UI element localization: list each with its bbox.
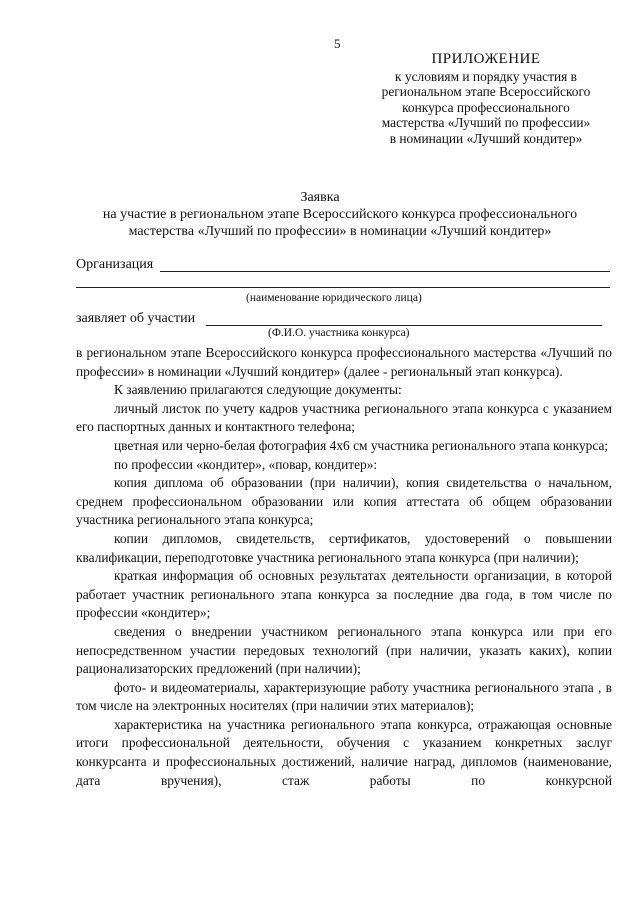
request-subtitle-line: мастерства «Лучший по профессии» в номинации «Лучший кондитер» — [128, 224, 552, 239]
declares-label: заявляет об участии — [76, 311, 196, 326]
organization-caption: (наименование юридического лица) — [246, 292, 422, 304]
body-text — [76, 344, 612, 790]
request-subtitle — [70, 206, 610, 240]
body-paragraph: фото- и видеоматериалы, характеризующие работу участника регионального этапа , в том числе на электронных носителях (при наличии этих материалов); — [76, 679, 612, 714]
appendix-title: ПРИЛОЖЕНИЕ — [431, 51, 541, 67]
organization-fill-line-2[interactable] — [76, 287, 610, 288]
organization-label: Организация — [76, 257, 154, 272]
appendix-line: к условиям и порядку участия в — [395, 68, 577, 84]
appendix-line: мастерства «Лучший по профессии» — [381, 115, 591, 130]
request-subtitle-line: на участие в региональном этапе Всероссийского конкурса профессионального — [102, 207, 578, 222]
appendix-line: конкурса профессионального — [402, 99, 570, 115]
body-paragraph: характеристика на участника регионального этапа конкурса, отражающая основные итоги профессиональной деятельности, обучения с указанием конкретных заслуг конкурсанта и профессиональных достижений, наличие наград, дипломов (наименование, дата вручения), стаж работы по конкурсной — [76, 716, 612, 788]
appendix-line: региональном этапе Всероссийского — [381, 84, 591, 99]
body-paragraph: личный листок по учету кадров участника регионального этапа конкурса с указанием его паспортных данных и контактного телефона; — [76, 400, 612, 435]
organization-row-2 — [76, 272, 610, 290]
appendix-block — [360, 52, 612, 146]
request-title: Заявка — [300, 190, 340, 205]
body-paragraph: по профессии «кондитер», «повар, кондитер»: — [114, 456, 378, 472]
participant-caption: (Ф.И.О. участника конкурса) — [268, 327, 410, 339]
body-paragraph: краткая информация об основных результатах деятельности организации, в которой работает участник регионального этапа конкурса за последние два года, в том числе по профессии «кондитер»; — [76, 568, 612, 621]
body-paragraph: копии дипломов, свидетельств, сертификатов, удостоверений о повышении квалификации, переподготовке участника регионального этапа конкурса (при наличии); — [76, 530, 612, 565]
participant-fill-line[interactable] — [206, 325, 602, 326]
body-paragraph: К заявлению прилагаются следующие документы: — [114, 382, 402, 398]
participant-row — [76, 310, 610, 328]
body-paragraph: цветная или черно-белая фотография 4х6 см участника регионального этапа конкурса; — [114, 437, 609, 453]
body-paragraph: сведения о внедрении участником регионального этапа конкурса или при его непосредственном участии передовых технологий (при наличии, указать каких), копии рационализаторских предложений (при наличии); — [76, 623, 612, 677]
body-paragraph: копия диплома об образовании (при наличии), копия свидетельства о начальном, среднем профессиональном образовании или копия аттестата об общем образовании участника регионального этапа конкурса; — [76, 475, 612, 528]
body-paragraph: в региональном этапе Всероссийского конкурса профессионального мастерства «Лучший по профессии» в номинации «Лучший кондитер» (далее - региональный этап конкурса). — [76, 345, 612, 379]
appendix-line: в номинации «Лучший кондитер» — [389, 130, 583, 146]
page-number: 5 — [334, 36, 341, 51]
